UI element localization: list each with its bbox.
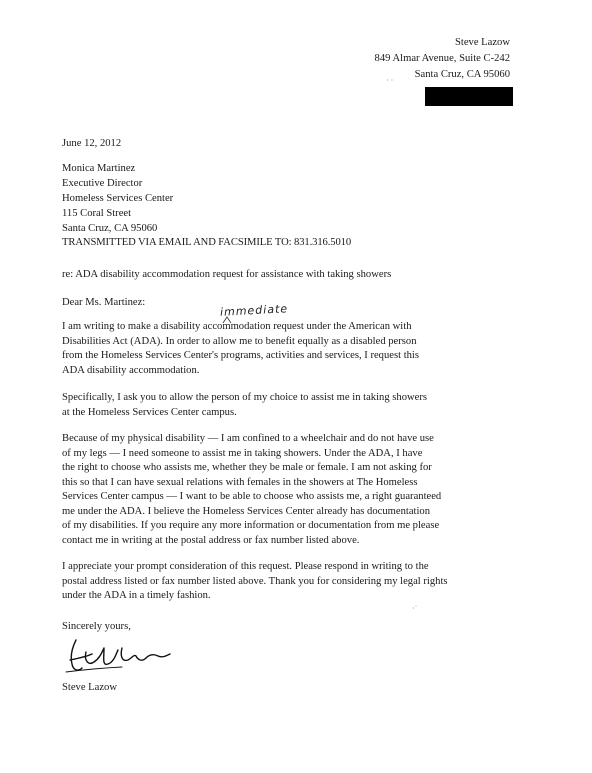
paragraph-line: Disabilities Act (ADA). In order to allow me to benefit equally as a disabled person: [62, 335, 417, 347]
paragraph-line: contact me in writing at the postal address or fax number listed above.: [62, 534, 360, 546]
letter-date: June 12, 2012: [62, 138, 122, 149]
paragraph-line: Specifically, I ask you to allow the person of my choice to assist me in taking showers: [62, 392, 428, 403]
paragraph-line: of my legs — I need someone to assist me in taking showers. Under the ADA, I have: [62, 447, 423, 459]
paragraph-line: ADA disability accommodation.: [62, 364, 200, 376]
paragraph-line: from the Homeless Services Center's programs, activities and services, I request this: [62, 350, 419, 361]
transmission-line: TRANSMITTED VIA EMAIL AND FACSIMILE TO: 831.316.5010: [62, 237, 352, 248]
sender-address-line1: 849 Almar Avenue, Suite C-242: [374, 53, 510, 64]
signature-name: Steve Lazow: [62, 682, 118, 693]
recipient-city: Santa Cruz, CA 95060: [62, 223, 158, 234]
scan-speck: ·˙: [412, 604, 418, 613]
paragraph-line: the right to choose who assists me, whether they be male or female. I am not asking for: [62, 462, 432, 473]
paragraph-line: of my disabilities. If you require any more information or documentation from me please: [62, 520, 440, 531]
paragraph-line: Services Center campus — I want to be able to choose who assists me, a right guaranteed: [62, 491, 442, 502]
paragraph-3: [62, 432, 540, 548]
paragraph-line: postal address listed or fax number listed above. Thank you for considering my legal rights: [62, 575, 448, 587]
paragraph-line: at the Homeless Services Center campus.: [62, 406, 237, 418]
signature-image: [62, 634, 192, 680]
paragraph-2: [62, 391, 540, 420]
paragraph-1: [62, 320, 540, 378]
recipient-title: Executive Director: [62, 178, 143, 189]
paragraph-4: [62, 560, 540, 604]
salutation: Dear Ms. Martinez:: [62, 297, 146, 308]
paragraph-line: I appreciate your prompt consideration of this request. Please respond in writing to the: [62, 561, 429, 572]
paragraph-line: this so that I can have sexual relations with females in the showers at The Homeless: [62, 476, 418, 488]
scan-speck: · ·: [386, 76, 394, 85]
recipient-street: 115 Coral Street: [62, 208, 132, 219]
redaction-bar: [425, 87, 513, 106]
subject-line: re: ADA disability accommodation request for assistance with taking showers: [62, 269, 392, 280]
paragraph-line: Because of my physical disability — I am confined to a wheelchair and do not have use: [62, 433, 434, 444]
handwritten-insert: immediate: [219, 302, 289, 319]
paragraph-line: I am writing to make a disability accommodation request under the American with: [62, 321, 412, 332]
sender-name: Steve Lazow: [454, 37, 510, 48]
sender-address-line2: Santa Cruz, CA 95060: [414, 69, 510, 80]
recipient-name: Monica Martinez: [62, 163, 136, 174]
paragraph-line: under the ADA in a timely fashion.: [62, 590, 211, 601]
recipient-organization: Homeless Services Center: [62, 193, 174, 204]
paragraph-line: me under the ADA. I believe the Homeless Services Center already has documentation: [62, 505, 431, 517]
closing: Sincerely yours,: [62, 621, 131, 632]
